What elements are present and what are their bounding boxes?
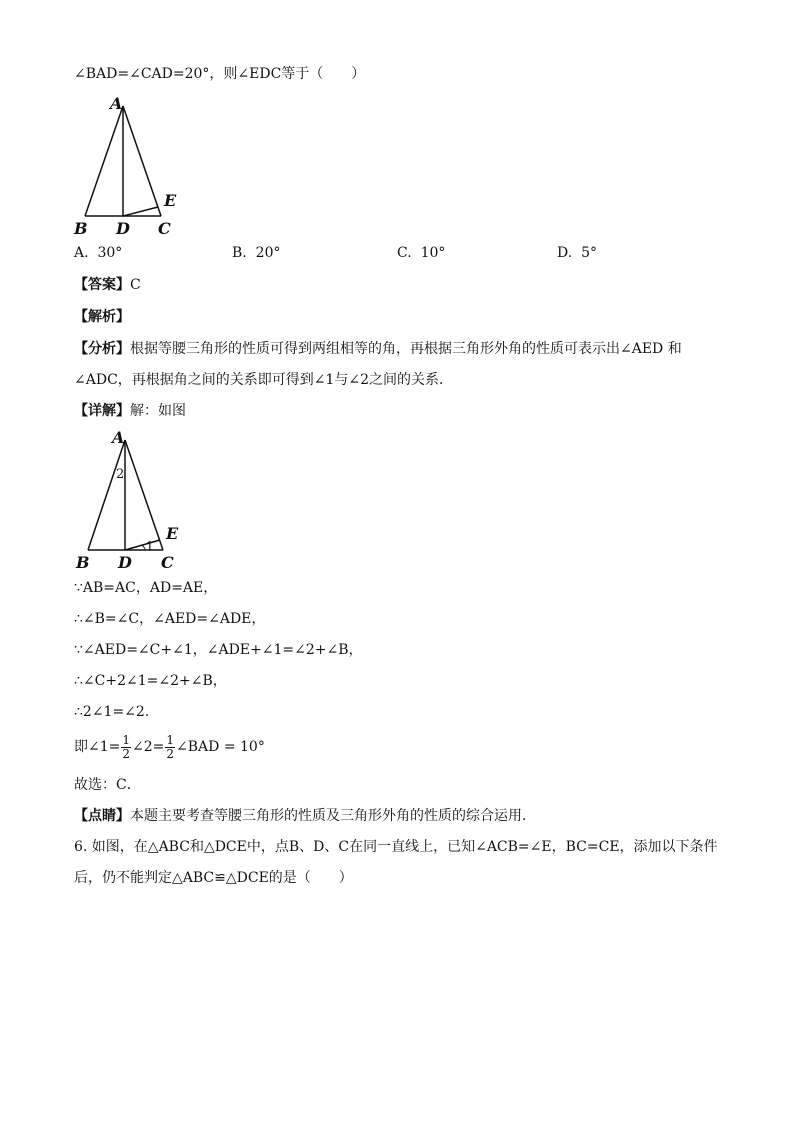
fraction-1: $\frac{1}{2}$ (122, 732, 131, 761)
option-b: B. 20° (232, 245, 281, 261)
fraction-2: $\frac{1}{2}$ (166, 732, 175, 761)
answer-line (74, 275, 141, 295)
conclusion-line: 即∠1= $\frac{1}{2}$ ∠2= $\frac{1}{2}$ ∠BAD = 10° (74, 732, 265, 761)
comment-tag: 【点睛】 (74, 808, 130, 824)
step-5: ∴2∠1=∠2． (74, 704, 159, 720)
step-1: ∵AB=AC，AD=AE， (74, 580, 218, 596)
answer-value: C (130, 277, 141, 293)
comment-line: 【点睛】本题主要考查等腰三角形的性质及三角形外角的性质的综合运用． (74, 808, 536, 824)
detail-line: 【详解】解：如图 (74, 403, 186, 419)
fig1-label-E: E (164, 191, 177, 210)
fig2-label-A: A (112, 428, 125, 447)
step-3: ∵∠AED=∠C+∠1，∠ADE+∠1=∠2+∠B， (74, 642, 363, 658)
fig2-angle-1: 1 (146, 539, 154, 553)
step-4: ∴∠C+2∠1=∠2+∠B， (74, 673, 227, 689)
option-c: C. 10° (397, 245, 446, 261)
fig2-label-B: B (76, 553, 90, 572)
fig1-label-A: A (110, 94, 123, 113)
question-6-line-1: 6. 如图，在△ABC和△DCE中，点B、D、C在同一直线上，已知∠ACB=∠E，BC=CE，添加以下条件 (74, 839, 718, 855)
fig2-label-E: E (166, 524, 179, 543)
fenxi-tag: 【分析】 (74, 341, 130, 357)
fig2-label-D: D (118, 553, 132, 572)
fenxi-line-1: 【分析】根据等腰三角形的性质可得到两组相等的角，再根据三角形外角的性质可表示出∠AED 和 (74, 341, 682, 357)
triangle-figure-2 (72, 428, 192, 573)
triangle-figure-1 (72, 94, 192, 239)
detail-tag: 【详解】 (74, 403, 130, 419)
question-6-line-2: 后，仍不能判定△ABC≌△DCE的是（ ） (74, 870, 353, 886)
fig1-label-C: C (158, 219, 171, 238)
fig2-label-C: C (161, 553, 174, 572)
fig1-label-B: B (74, 219, 88, 238)
step-2: ∴∠B=∠C，∠AED=∠ADE， (74, 611, 266, 627)
fig1-label-D: D (116, 219, 130, 238)
analysis-tag: 【解析】 (74, 309, 130, 325)
option-a: A. 30° (74, 245, 123, 261)
question-condition: ∠BAD=∠CAD=20°，则∠EDC等于（ ） (74, 66, 366, 82)
option-d: D. 5° (557, 245, 598, 261)
fenxi-line-2: ∠ADC，再根据角之间的关系即可得到∠1与∠2之间的关系． (74, 372, 454, 388)
answer-tag: 【答案】 (74, 277, 130, 293)
choice-line: 故选：C． (74, 777, 141, 793)
fig2-angle-2: 2 (116, 467, 125, 482)
